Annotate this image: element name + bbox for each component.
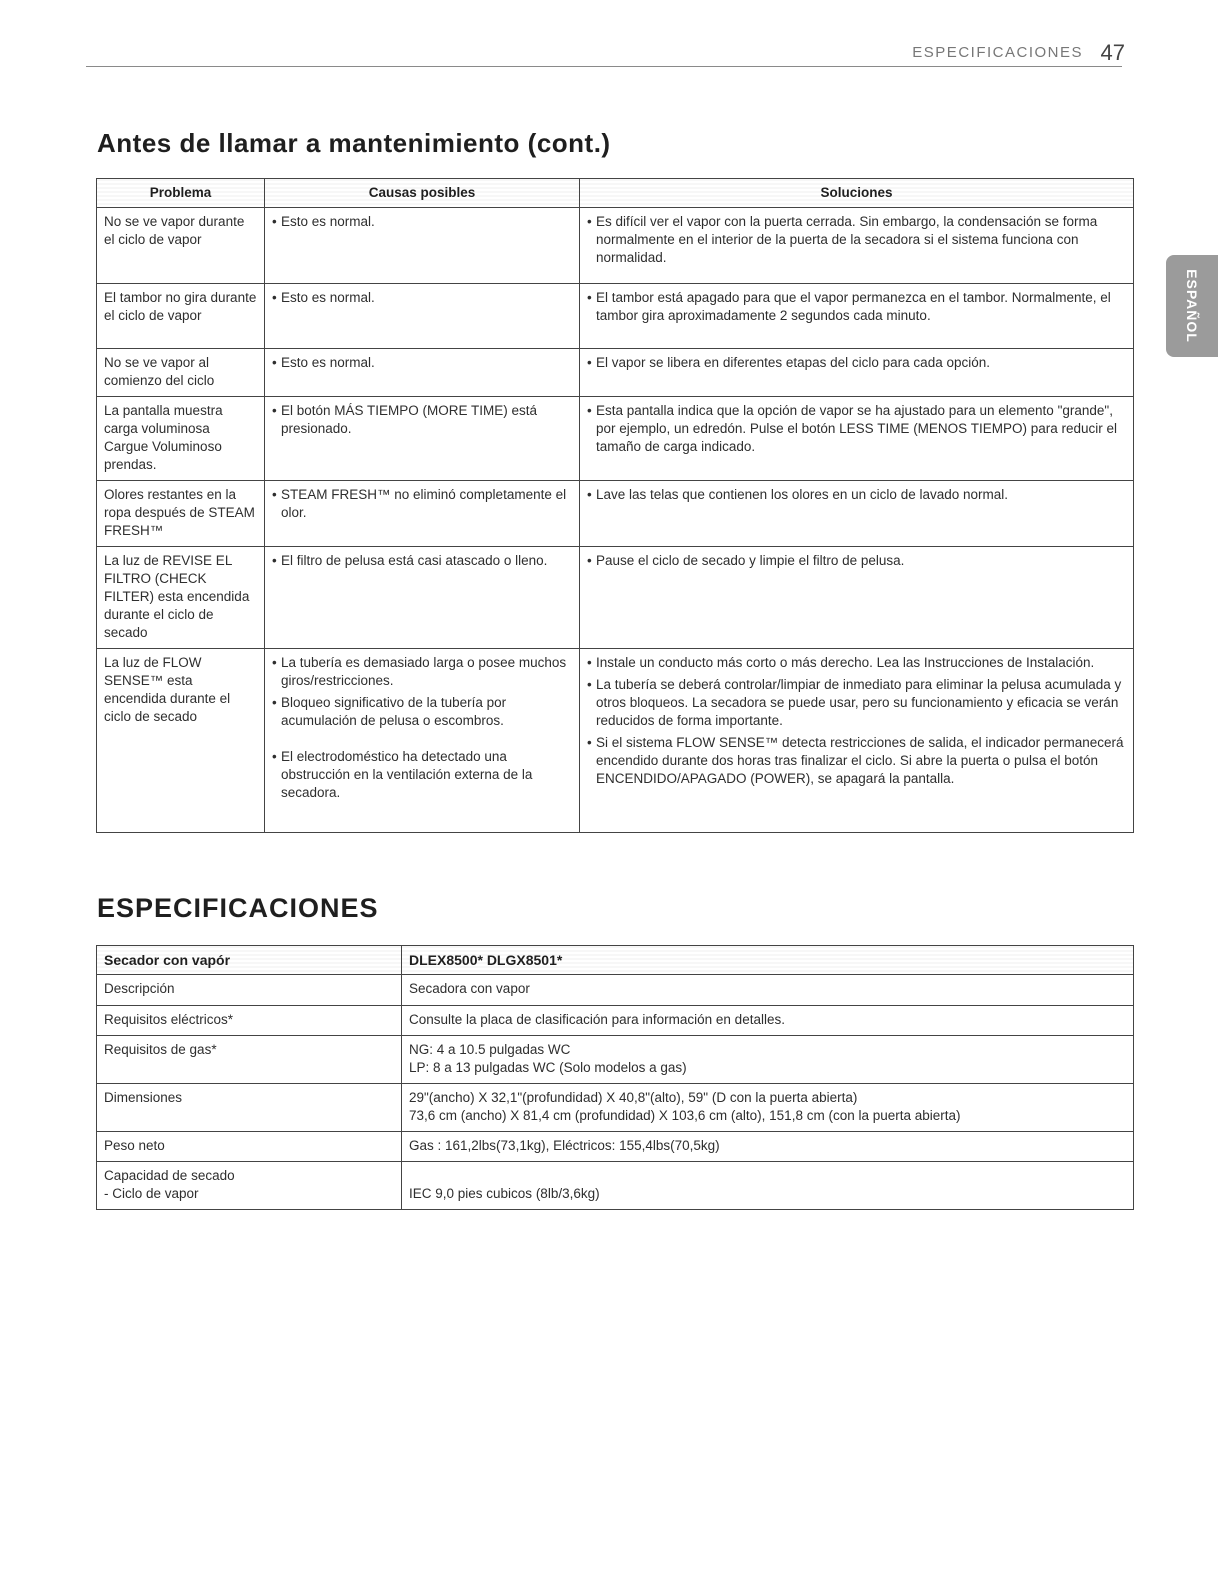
problem-cell: La luz de FLOW SENSE™ esta encendida durante el ciclo de secado bbox=[97, 649, 265, 833]
solution-item: • La tubería se deberá controlar/limpiar de inmediato para eliminar la pelusa acumulada y otros bloqueos. La secadora se puede usar, pero su funcionamiento y eficacia se verán reducidos de forma importante. bbox=[587, 676, 1126, 730]
spec-label: Requisitos de gas* bbox=[97, 1036, 402, 1084]
solutions-cell bbox=[580, 349, 1134, 397]
table-row bbox=[97, 481, 1134, 547]
solution-item: • El vapor se libera en diferentes etapas del ciclo para cada opción. bbox=[587, 354, 1126, 372]
troubleshoot-title: Antes de llamar a mantenimiento (cont.) bbox=[97, 128, 611, 158]
spec-model-numbers: DLEX8500* DLGX8501* bbox=[402, 946, 1134, 975]
spec-value-line: LP: 8 a 13 pulgadas WC (Solo modelos a gas) bbox=[409, 1060, 687, 1075]
spec-label-line: - Ciclo de vapor bbox=[104, 1186, 199, 1201]
spec-value-line bbox=[409, 1167, 1126, 1185]
solutions-cell bbox=[580, 208, 1134, 284]
spec-value bbox=[402, 1036, 1134, 1084]
cause-item: • El electrodoméstico ha detectado una obstrucción en la ventilación externa de la secadora. bbox=[272, 748, 572, 802]
solutions-cell bbox=[580, 481, 1134, 547]
problem-cell: El tambor no gira durante el ciclo de vapor bbox=[97, 284, 265, 349]
table-row bbox=[97, 547, 1134, 649]
solutions-cell bbox=[580, 284, 1134, 349]
cause-item: • Esto es normal. bbox=[272, 289, 572, 307]
spec-row bbox=[97, 1084, 1134, 1132]
spec-label: Requisitos eléctricos* bbox=[97, 1006, 402, 1036]
cause-item: • Esto es normal. bbox=[272, 354, 572, 372]
solution-item: • Es difícil ver el vapor con la puerta cerrada. Sin embargo, la condensación se forma normalmente en el interior de la puerta de la secadora si el sistema funciona con normalidad. bbox=[587, 213, 1126, 267]
spec-product-label: Secador con vapór bbox=[97, 946, 402, 975]
problem-cell: Olores restantes en la ropa después de STEAM FRESH™ bbox=[97, 481, 265, 547]
cause-item: • STEAM FRESH™ no eliminó completamente el olor. bbox=[272, 486, 572, 522]
running-header-section: ESPECIFICACIONES bbox=[912, 44, 1083, 61]
spec-value-line: NG: 4 a 10.5 pulgadas WC bbox=[409, 1042, 571, 1057]
solutions-cell bbox=[580, 547, 1134, 649]
spec-value: Consulte la placa de clasificación para información en detalles. bbox=[402, 1006, 1134, 1036]
column-header-problem: Problema bbox=[97, 179, 265, 208]
table-row bbox=[97, 649, 1134, 833]
table-row bbox=[97, 284, 1134, 349]
solutions-cell bbox=[580, 397, 1134, 481]
spec-value: Secadora con vapor bbox=[402, 975, 1134, 1006]
column-header-solutions: Soluciones bbox=[580, 179, 1134, 208]
solution-item: • Esta pantalla indica que la opción de vapor se ha ajustado para un elemento "grande", por ejemplo, un edredón. Pulse el botón LESS TIME (MENOS TIEMPO) para reducir el tamaño de carga indicado. bbox=[587, 402, 1126, 456]
spec-label: Dimensiones bbox=[97, 1084, 402, 1132]
header-divider bbox=[86, 66, 1122, 67]
troubleshoot-header-row bbox=[97, 179, 1134, 208]
spec-value: Gas : 161,2lbs(73,1kg), Eléctricos: 155,4lbs(70,5kg) bbox=[402, 1132, 1134, 1162]
language-tab-label: ESPAÑOL bbox=[1184, 269, 1200, 343]
column-header-causes: Causas posibles bbox=[265, 179, 580, 208]
cause-item: • Bloqueo significativo de la tubería por acumulación de pelusa o escombros. bbox=[272, 694, 572, 730]
solution-item: • Si el sistema FLOW SENSE™ detecta restricciones de salida, el indicador permanecerá encendido durante dos horas tras finalizar el ciclo. Si abre la puerta o pulsa el botón ENCENDIDO/APAGADO (POWER), se apagará la pantalla. bbox=[587, 734, 1126, 788]
causes-cell bbox=[265, 649, 580, 833]
spec-label: Peso neto bbox=[97, 1132, 402, 1162]
causes-cell bbox=[265, 397, 580, 481]
problem-cell: No se ve vapor durante el ciclo de vapor bbox=[97, 208, 265, 284]
spec-value-line: 29"(ancho) X 32,1"(profundidad) X 40,8"(alto), 59" (D con la puerta abierta) bbox=[409, 1090, 858, 1105]
spec-row bbox=[97, 1036, 1134, 1084]
causes-cell bbox=[265, 547, 580, 649]
problem-cell: La pantalla muestra carga voluminosa Cargue Voluminoso prendas. bbox=[97, 397, 265, 481]
cause-item: • La tubería es demasiado larga o posee muchos giros/restricciones. bbox=[272, 654, 572, 690]
solution-item: • Lave las telas que contienen los olores en un ciclo de lavado normal. bbox=[587, 486, 1126, 504]
spec-row bbox=[97, 1162, 1134, 1210]
spec-label: Descripción bbox=[97, 975, 402, 1006]
causes-cell bbox=[265, 349, 580, 397]
spec-label bbox=[97, 1162, 402, 1210]
causes-cell bbox=[265, 481, 580, 547]
specifications-title: ESPECIFICACIONES bbox=[97, 893, 379, 923]
solution-item: • Instale un conducto más corto o más derecho. Lea las Instrucciones de Instalación. bbox=[587, 654, 1126, 672]
cause-item: • El filtro de pelusa está casi atascado o lleno. bbox=[272, 552, 572, 570]
cause-item: • Esto es normal. bbox=[272, 213, 572, 231]
solution-item: • El tambor está apagado para que el vapor permanezca en el tambor. Normalmente, el tambor gira aproximadamente 2 segundos cada minuto. bbox=[587, 289, 1126, 325]
spec-label-line: Capacidad de secado bbox=[104, 1168, 235, 1183]
spec-row bbox=[97, 975, 1134, 1006]
spec-row bbox=[97, 1006, 1134, 1036]
table-row bbox=[97, 397, 1134, 481]
spec-row bbox=[97, 1132, 1134, 1162]
troubleshoot-table bbox=[96, 178, 1134, 833]
spec-value-line: 73,6 cm (ancho) X 81,4 cm (profundidad) X 103,6 cm (alto), 151,8 cm (con la puerta abierta) bbox=[409, 1108, 961, 1123]
causes-cell bbox=[265, 284, 580, 349]
problem-cell: No se ve vapor al comienzo del ciclo bbox=[97, 349, 265, 397]
language-side-tab bbox=[1166, 255, 1218, 357]
solution-item: • Pause el ciclo de secado y limpie el filtro de pelusa. bbox=[587, 552, 1126, 570]
spec-value bbox=[402, 1162, 1134, 1210]
table-row bbox=[97, 349, 1134, 397]
specifications-table bbox=[96, 945, 1134, 1210]
specifications-header-row bbox=[97, 946, 1134, 975]
spec-value bbox=[402, 1084, 1134, 1132]
solutions-cell bbox=[580, 649, 1134, 833]
causes-cell bbox=[265, 208, 580, 284]
cause-item: • El botón MÁS TIEMPO (MORE TIME) está presionado. bbox=[272, 402, 572, 438]
table-row bbox=[97, 208, 1134, 284]
problem-cell: La luz de REVISE EL FILTRO (CHECK FILTER) esta encendida durante el ciclo de secado bbox=[97, 547, 265, 649]
page-number: 47 bbox=[1100, 40, 1125, 65]
spec-value-line: IEC 9,0 pies cubicos (8lb/3,6kg) bbox=[409, 1186, 600, 1201]
